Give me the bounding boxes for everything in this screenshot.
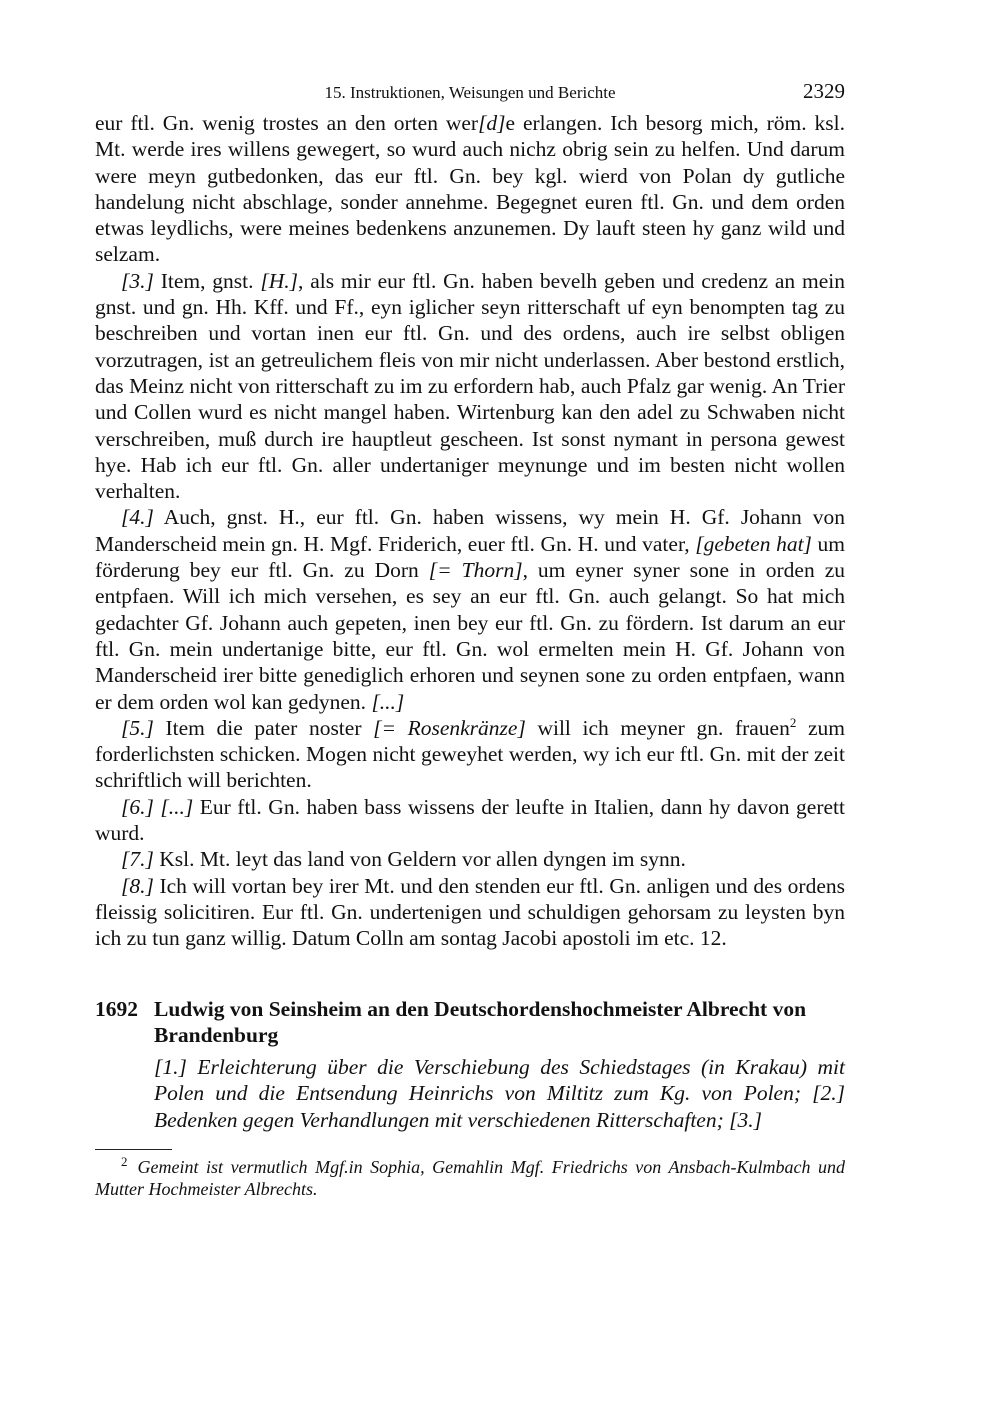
page xyxy=(95,78,845,1200)
paragraph-number: [4.] xyxy=(121,505,154,530)
paragraph-continued: eur ftl. Gn. wenig trostes an den orten wer[d]e erlangen. Ich besorg mich, röm. ksl. Mt. werde ires willens gewegert, so wurd auch nichz obrig sein zu helfen. Und darum were meyn gutbedonken, das eur ftl. Gn. bey kgl. wierd von Polan dy gutliche handelung nicht abschlage, sonder annehme. Begegnet euren ftl. Gn. und dem orden etwas leydlichs, were meines bedenkens anzunemen. Dy lauft steen hy ganz wild und selzam. xyxy=(95,111,845,267)
paragraph-number: [8.] xyxy=(121,873,154,898)
paragraph-3: [3.] Item, gnst. [H.], als mir eur ftl. Gn. haben bevelh geben und credenz an mein gnst. und gn. Hh. Kff. und Ff., eyn iglicher seyn ritterschaft uf eyn benompten tag zu beschreiben und vortan inen eur ftl. Gn. und des ordens, auch ire selbst obligen vorzutragen, ist an getreulichem fleis von mir nicht underlassen. Aber bestond erstlich, das Meinz nicht von ritterschaft zu im zu erfordern hab, auch Pfalz gar wenig. An Trier und Collen wurd es nicht mangel haben. Wirtenburg kan den adel zu Schwaben nicht verschreiben, muß durch ire hauptleut gescheen. Ist sonst nymant in persona gewest hye. Hab ich eur ftl. Gn. aller undertaniger meynunge und im besten nicht wollen verhalten. xyxy=(95,268,845,504)
paragraph-number: [5.] xyxy=(121,715,154,740)
letter-text xyxy=(95,110,845,952)
running-head xyxy=(95,78,845,108)
document-heading xyxy=(95,996,845,1049)
paragraph-8: [8.] Ich will vortan bey irer Mt. und den stenden eur ftl. Gn. anligen und des ordens fleissig solicitiren. Eur ftl. Gn. undertenigen und schuldigen gehorsam zu leysten byn ich zu tun ganz willig. Datum Colln am sontag Jacobi apostoli im etc. 12. xyxy=(95,873,845,951)
paragraph-number: [7.] xyxy=(121,847,154,872)
paragraph-number: [3.] xyxy=(121,268,154,293)
running-head-title: 15. Instruktionen, Weisungen und Berichte xyxy=(324,83,616,102)
footnote-divider xyxy=(95,1149,172,1150)
document-number: 1692 xyxy=(95,996,138,1021)
paragraph-7: [7.] Ksl. Mt. leyt das land von Geldern vor allen dyngen im synn. xyxy=(121,847,686,872)
paragraph-number: [6.] xyxy=(121,794,154,819)
paragraph-4: [4.] Auch, gnst. H., eur ftl. Gn. haben wissens, wy mein H. Gf. Johann von Manderscheid mein gn. H. Mgf. Friderich, euer ftl. Gn. H. und vater, [gebeten hat] um förderung bey eur ftl. Gn. zu Dorn [= Thorn], um eyner syner sone in orden zu entpfaen. Will ich mich versehen, es sey an eur ftl. Gn. auch gelangt. So hat mich gedachter Gf. Johann auch gepeten, inen bey eur ftl. Gn. zu fördern. Ist darum an eur ftl. Gn. mein undertanige bitte, eur ftl. Gn. wol ermelten mein H. Gf. Johann von Manderscheid irer bitte genediglich erhoren und seynen sone zu orden entpfaen, wann er dem orden wol kan gedynen. [...] xyxy=(95,505,845,714)
paragraph-5: [5.] Item die pater noster [= Rosenkränze] will ich meyner gn. frauen$^2$ zum forderlichsten schicken. Mogen nicht geweyhet werden, wy ich eur ftl. Gn. mit der zeit schriftlich will berichten. xyxy=(95,714,845,793)
footnote xyxy=(95,1153,845,1200)
footnote-reference[interactable]: 2 xyxy=(789,714,797,730)
footnote-mark: 2 xyxy=(121,1153,128,1169)
footnote-text: Gemeint ist vermutlich Mgf.in Sophia, Gemahlin Mgf. Friedrichs von Ansbach-Kulmbach und Mutter Hochmeister Albrechts. xyxy=(95,1156,845,1199)
document-title: Ludwig von Seinsheim an den Deutschordenshochmeister Albrecht von Brandenburg xyxy=(154,996,807,1047)
paragraph-6: [6.] [...] Eur ftl. Gn. haben bass wissens der leufte in Italien, dann hy davon gerett wurd. xyxy=(95,794,845,846)
page-number: 2329 xyxy=(803,79,845,103)
document-regest: [1.] Erleichterung über die Verschiebung des Schiedstages (in Krakau) mit Polen und die Entsendung Heinrichs von Miltitz zum Kg. von Polen; [2.] Bedenken gegen Verhandlungen mit verschiedenen Ritterschaften; [3.] xyxy=(154,1055,845,1132)
